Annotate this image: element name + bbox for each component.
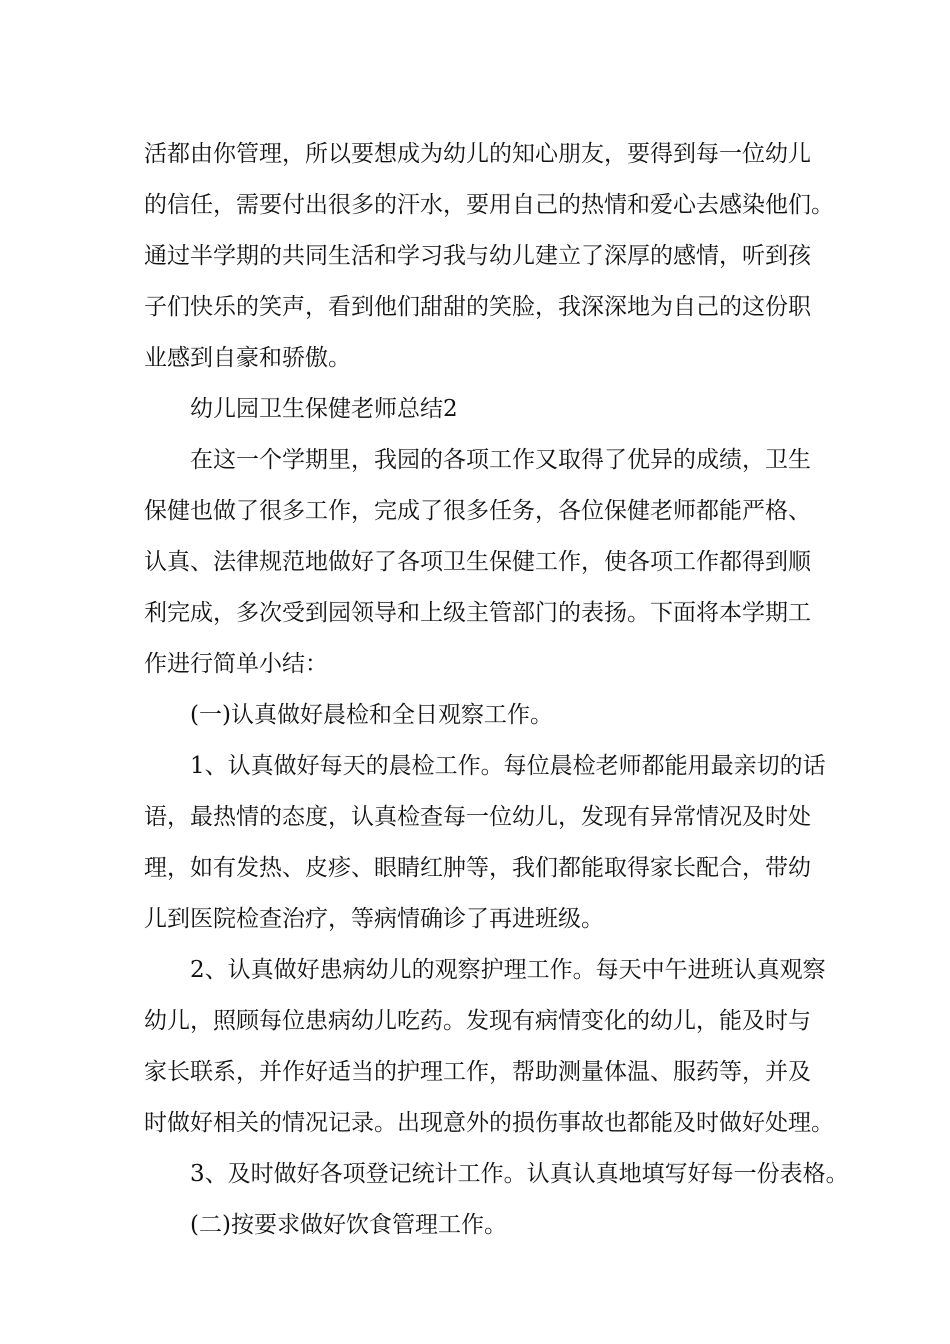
body-text-line: 家长联系，并作好适当的护理工作，帮助测量体温、服药等，并及	[144, 1059, 811, 1085]
document-body	[144, 129, 849, 1251]
body-text-line: 利完成，多次受到园领导和上级主管部门的表扬。下面将本学期工	[144, 600, 811, 626]
body-text-line: 作进行简单小结：	[144, 651, 328, 677]
body-text-line: 在这一个学期里，我园的各项工作又取得了优异的成绩，卫生	[190, 447, 811, 473]
body-text-line: 子们快乐的笑声，看到他们甜甜的笑脸，我深深地为自己的这份职	[144, 294, 811, 320]
body-text-line: 2、认真做好患病幼儿的观察护理工作。每天中午进班认真观察	[190, 957, 826, 983]
body-text-line: 3、及时做好各项登记统计工作。认真认真地填写好每一份表格。	[190, 1161, 849, 1187]
section-heading: 幼儿园卫生保健老师总结2	[190, 396, 458, 422]
body-text-line: 认真、法律规范地做好了各项卫生保健工作，使各项工作都得到顺	[144, 549, 811, 575]
body-text-line: 业感到自豪和骄傲。	[144, 345, 351, 371]
body-text-line: 1、认真做好每天的晨检工作。每位晨检老师都能用最亲切的话	[190, 753, 826, 779]
body-text-line: 保健也做了很多工作，完成了很多任务，各位保健老师都能严格、	[144, 498, 811, 524]
body-text-line: 通过半学期的共同生活和学习我与幼儿建立了深厚的感情，听到孩	[144, 243, 811, 269]
body-text-line: 时做好相关的情况记录。出现意外的损伤事故也都能及时做好处理。	[144, 1110, 834, 1136]
body-text-line: 活都由你管理，所以要想成为幼儿的知心朋友，要得到每一位幼儿	[144, 141, 811, 167]
body-text-line: 儿到医院检查治疗，等病情确诊了再进班级。	[144, 906, 604, 932]
body-text-line: 的信任，需要付出很多的汗水，要用自己的热情和爱心去感染他们。	[144, 192, 834, 218]
subsection-heading: (一)认真做好晨检和全日观察工作。	[190, 702, 553, 728]
body-text-line: 语，最热情的态度，认真检查每一位幼儿，发现有异常情况及时处	[144, 804, 811, 830]
subsection-heading: (二)按要求做好饮食管理工作。	[190, 1212, 507, 1238]
body-text-line: 幼儿，照顾每位患病幼儿吃药。发现有病情变化的幼儿，能及时与	[144, 1008, 811, 1034]
body-text-line: 理，如有发热、皮疹、眼睛红肿等，我们都能取得家长配合，带幼	[144, 855, 811, 881]
